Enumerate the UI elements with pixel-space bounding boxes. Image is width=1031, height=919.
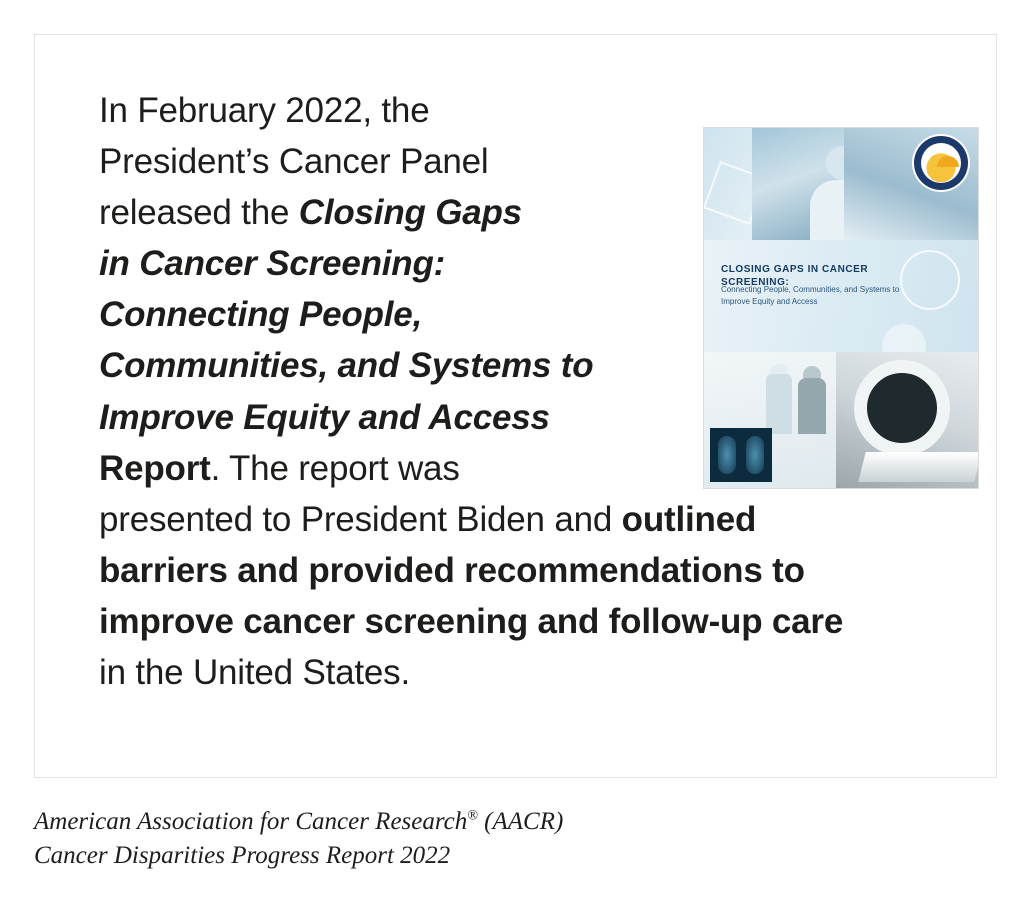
paragraph-line [99,392,659,443]
content-card [34,34,997,778]
presidents-cancer-panel-seal-icon [914,136,968,190]
caption-line-1-pre: American Association for Cancer Research [34,808,468,835]
text-run: released the [99,193,299,233]
paragraph-line [99,443,659,494]
text-run: in Cancer Screening: [99,244,446,284]
paragraph-line [99,136,659,187]
chest-xray-icon [710,428,772,482]
text-run: in the United States. [99,653,410,693]
text-run: Connecting People, [99,295,423,335]
paragraph-line [99,85,659,136]
text-run: Report [99,448,211,488]
report-cover-thumbnail [703,127,979,489]
paragraph-line [99,647,659,698]
cover-subtitle: Connecting People, Communities, and Systems to Improve Equity and Access [721,285,900,306]
cover-top-photos [704,128,978,240]
caption-line-2: Cancer Disparities Progress Report 2022 [34,842,451,869]
cover-bottom-photos [704,352,978,488]
text-run: barriers and provided recommendations to [99,550,805,590]
text-run: Closing Gaps [298,193,522,233]
text-run: Communities, and Systems to [99,346,594,386]
paragraph-line [99,340,659,391]
paragraph-line [99,596,844,647]
ct-scanner-photo [836,352,978,488]
ct-scanner-ring-shape [854,360,950,456]
card-inner [99,85,966,757]
text-run: outlined [621,499,757,539]
cover-title: CLOSING GAPS IN CANCER SCREENING: [721,264,869,288]
consultation-photo [704,352,836,488]
circle-decor-icon-2 [882,324,926,352]
ct-scanner-bed-shape [858,452,978,482]
doctor-body-shape [766,374,792,434]
cover-title-band [704,240,978,352]
seal-sun-icon [937,156,959,167]
body-paragraph [99,85,844,698]
text-run: presented to President Biden and [99,499,622,539]
paragraph-line [99,238,659,289]
text-run: President’s Cancer Panel [99,142,489,182]
text-run: In February 2022, the [99,91,430,130]
source-caption [34,805,834,873]
caption-line-1 [34,805,834,839]
clinician-photo [752,128,844,240]
patient-body-shape [798,378,826,434]
paragraph-line [99,494,757,545]
text-run: improve cancer screening and follow-up care [99,601,844,641]
registered-mark: ® [467,808,478,824]
text-run: . The report was [210,448,460,488]
caption-line-1-post: (AACR) [477,808,564,835]
paragraph-line [99,545,805,596]
text-run: Improve Equity and Access [99,397,550,437]
seal-inner-ring [921,143,961,183]
paragraph-line [99,289,659,340]
paragraph-line [99,187,659,238]
